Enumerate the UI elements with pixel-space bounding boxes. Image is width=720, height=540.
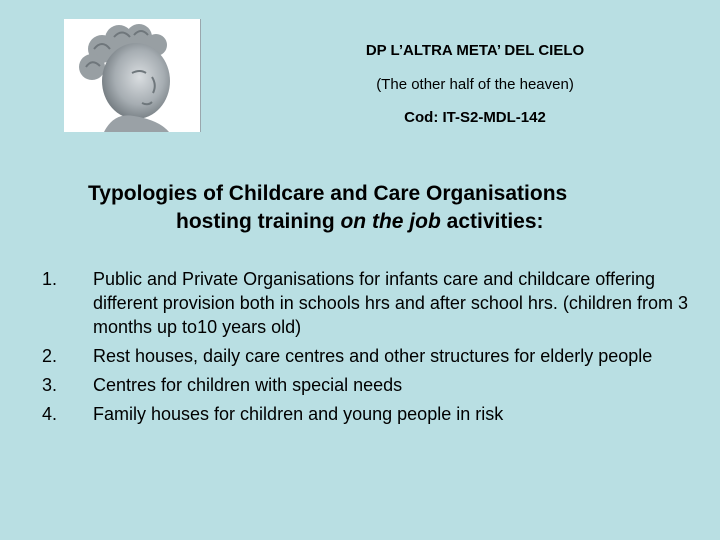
list-number: 1. xyxy=(42,269,58,289)
organisation-list xyxy=(42,267,702,431)
project-code: Cod: IT-S2-MDL-142 xyxy=(404,109,546,126)
list-number: 4. xyxy=(42,404,58,424)
list-text: Family houses for children and young people in risk xyxy=(93,404,504,424)
heading-line2-suffix: activities: xyxy=(440,210,544,233)
logo-image xyxy=(64,19,201,132)
section-heading xyxy=(88,180,688,236)
heading-line1: Typologies of Childcare and Care Organisations xyxy=(88,182,568,205)
project-title: DP L’ALTRA META’ DEL CIELO xyxy=(365,42,585,59)
list-text: Centres for children with special needs xyxy=(93,375,403,395)
heading-line2 xyxy=(88,208,688,236)
heading-line2-prefix: hosting training xyxy=(176,210,341,233)
cherub-statue-head-icon xyxy=(64,19,200,132)
list-number: 2. xyxy=(42,346,58,366)
list-item xyxy=(42,344,702,368)
list-item xyxy=(42,402,702,426)
heading-emphasis: on the job xyxy=(340,210,441,233)
list-text: Public and Private Organisations for infants care and childcare offering different provision both in schools hrs and after school hrs. (children from 3 months up to10 years old) xyxy=(93,269,688,337)
list-number: 3. xyxy=(42,375,58,395)
project-subtitle: (The other half of the heaven) xyxy=(376,76,574,93)
list-item xyxy=(42,267,702,339)
list-text: Rest houses, daily care centres and other structures for elderly people xyxy=(93,346,653,366)
list-item xyxy=(42,373,702,397)
